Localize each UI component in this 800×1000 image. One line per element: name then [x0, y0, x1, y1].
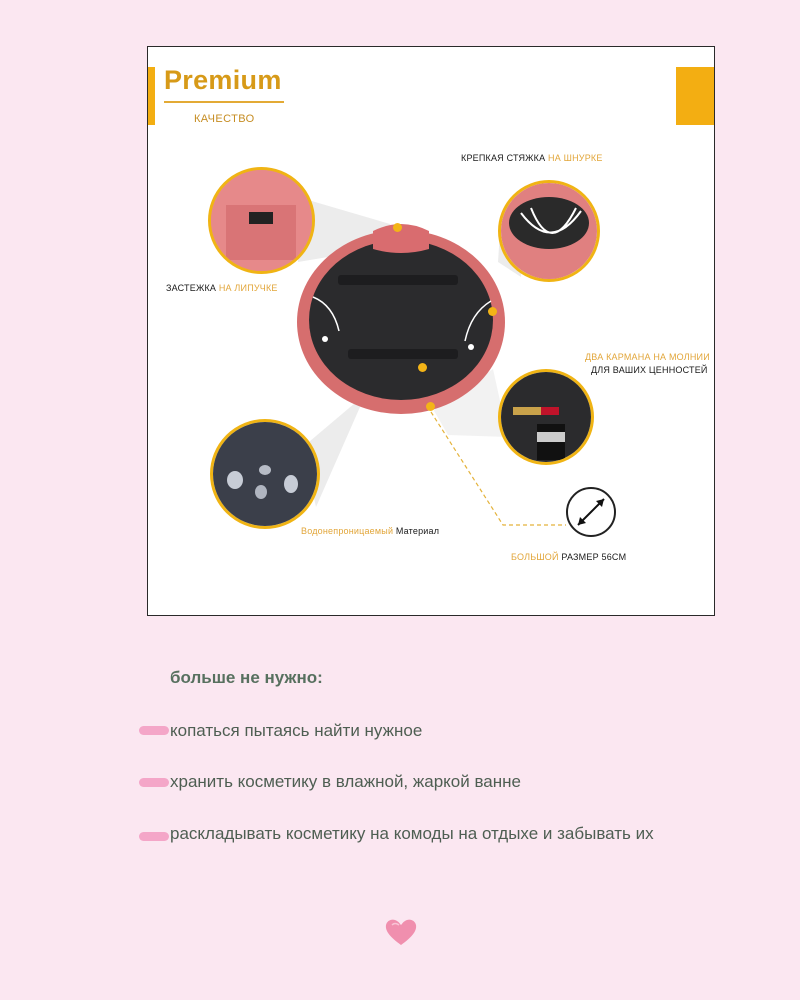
makeup-bag-photo [293, 217, 523, 417]
list-marker [139, 832, 169, 841]
product-info-card [147, 46, 715, 616]
caption-velcro: ЗАСТЕЖКА НА ЛИПУЧКЕ [166, 283, 278, 293]
caption-pockets-line1: ДВА КАРМАНА НА МОЛНИИ [585, 352, 710, 362]
list-item: копаться пытаясь найти нужное [170, 721, 423, 740]
hotspot-dot [418, 363, 427, 372]
caption-pockets-line2: ДЛЯ ВАШИХ ЦЕННОСТЕЙ [591, 365, 708, 375]
caption-drawstring: КРЕПКАЯ СТЯЖКА НА ШНУРКЕ [461, 153, 603, 163]
caption-waterproof: Водонепроницаемый Материал [301, 526, 440, 536]
hotspot-dot [393, 223, 402, 232]
drawstring-closeup [498, 180, 600, 282]
heart-icon [384, 917, 418, 947]
size-icon-circle [566, 487, 616, 537]
list-item: раскладывать косметику на комоды на отдыхе и забывать их [170, 824, 654, 843]
waterproof-closeup [210, 419, 320, 529]
diagonal-double-arrow-icon [568, 489, 614, 535]
pockets-closeup [498, 369, 594, 465]
list-item: хранить косметику в влажной, жаркой ванне [170, 772, 521, 791]
hotspot-dot [426, 402, 435, 411]
list-heading: больше не нужно: [170, 668, 323, 687]
card-title: Premium [164, 65, 282, 95]
hotspot-dot [488, 307, 497, 316]
card-subtitle: КАЧЕСТВО [194, 113, 255, 125]
list-marker [139, 778, 169, 787]
list-marker [139, 726, 169, 735]
caption-size: БОЛЬШОЙ РАЗМЕР 56CM [511, 552, 627, 562]
velcro-closeup [208, 167, 315, 274]
